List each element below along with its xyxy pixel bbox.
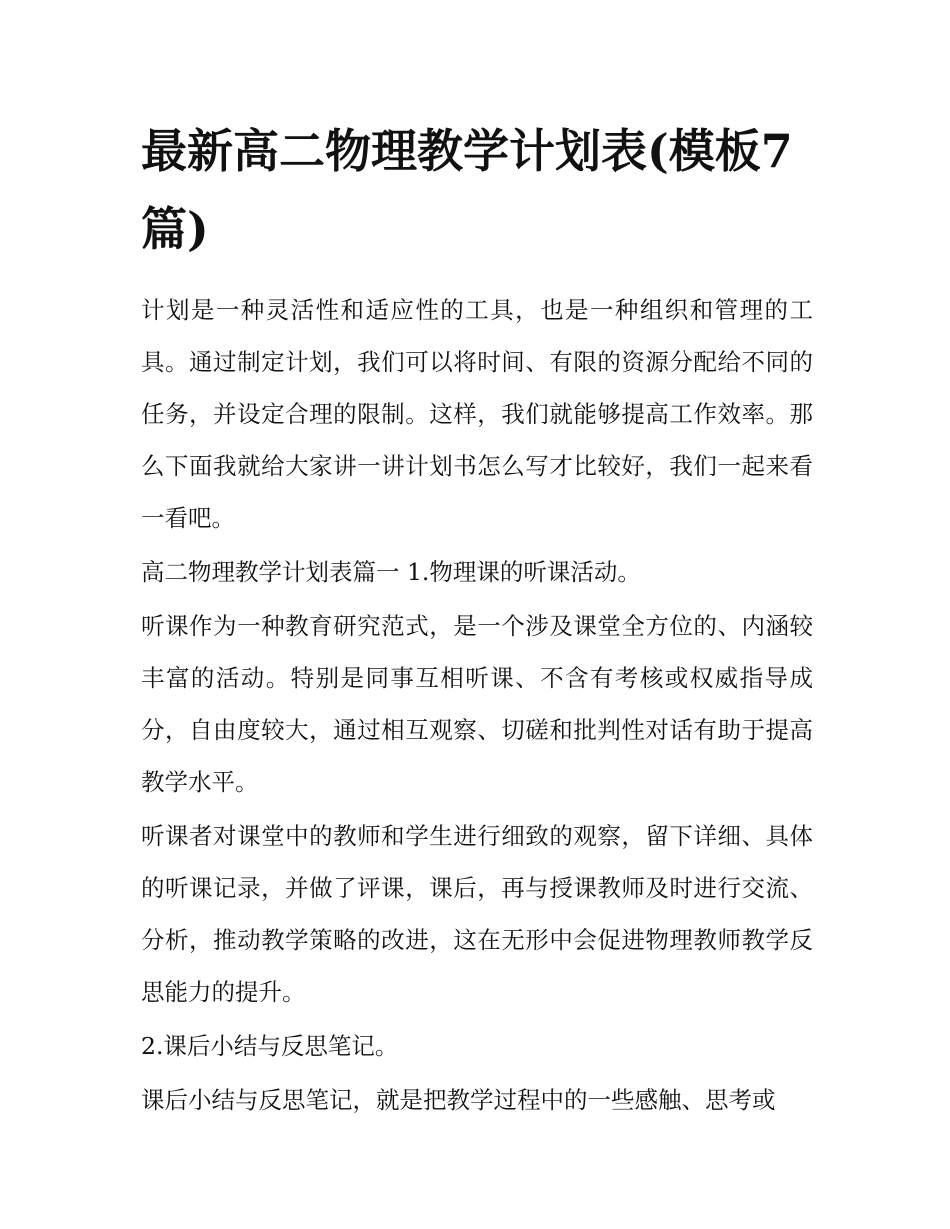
body-paragraph: 听课者对课堂中的教师和学生进行细致的观察，留下详细、具体的听课记录，并做了评课，课后，再与授课教师及时进行交流、分析，推动教学策略的改进，这在无形中会促进物理教师教学反思能力的提升。	[141, 822, 813, 1006]
document-body	[141, 112, 813, 1128]
body-paragraph: 课后小结与反思笔记，就是把教学过程中的一些感触、思考或	[141, 1086, 776, 1114]
section-heading-paragraph: 高二物理教学计划表篇一 1.物理课的听课活动。	[141, 558, 641, 586]
document-title: 最新高二物理教学计划表(模板7篇)	[141, 124, 793, 256]
body-paragraph: 听课作为一种教育研究范式，是一个涉及课堂全方位的、内涵较丰富的活动。特别是同事互相听课、不含有考核或权威指导成分，自由度较大，通过相互观察、切磋和批判性对话有助于提高教学水平。	[141, 612, 813, 796]
intro-paragraph: 计划是一种灵活性和适应性的工具，也是一种组织和管理的工具。通过制定计划，我们可以将时间、有限的资源分配给不同的任务，并设定合理的限制。这样，我们就能够提高工作效率。那么下面我就给大家讲一讲计划书怎么写才比较好，我们一起来看一看吧。	[141, 296, 813, 532]
subheading-paragraph: 2.课后小结与反思笔记。	[141, 1032, 399, 1060]
